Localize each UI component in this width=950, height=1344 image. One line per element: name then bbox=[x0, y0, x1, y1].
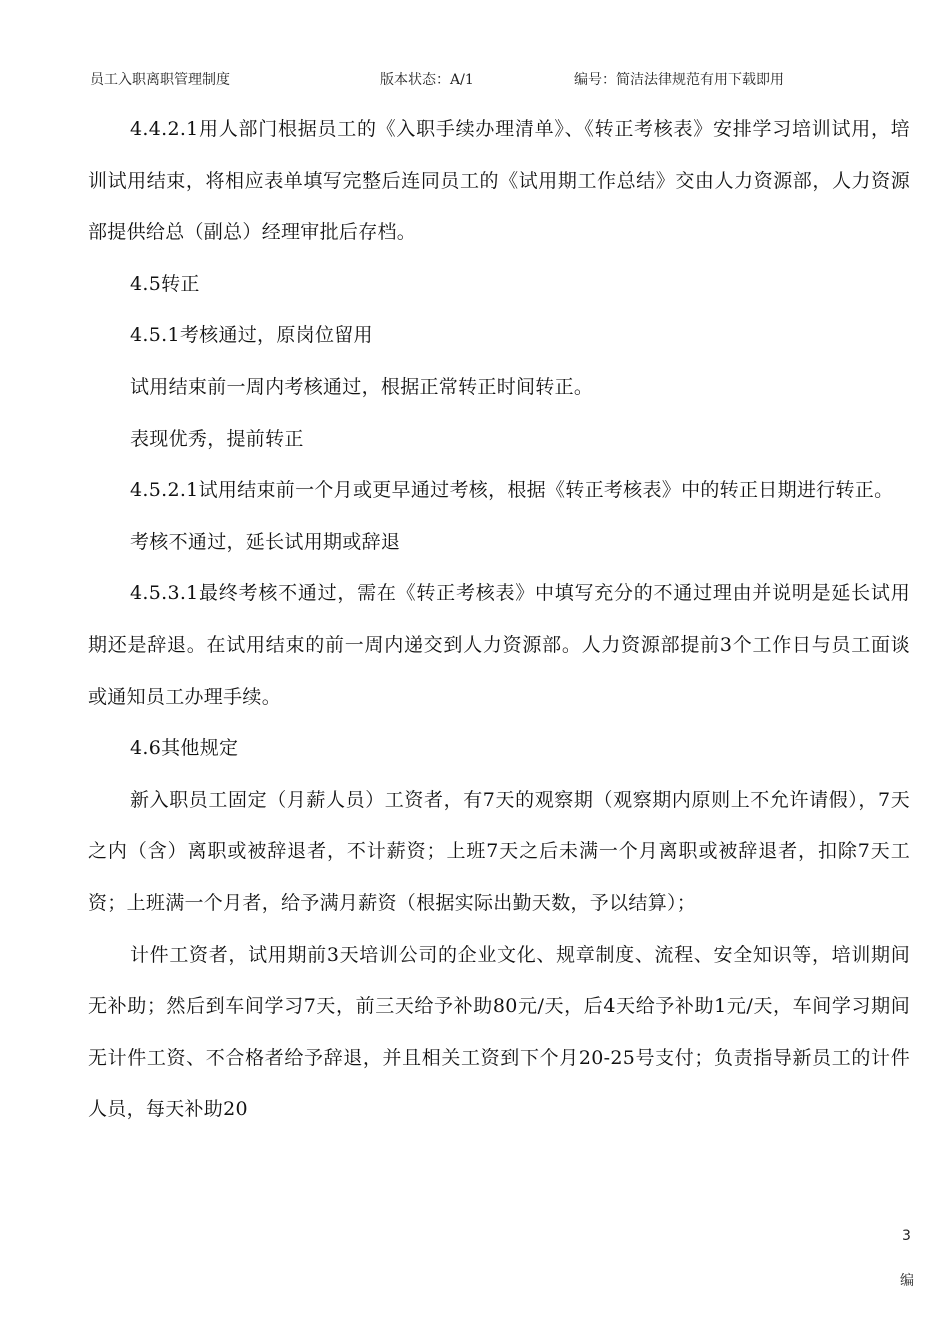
paragraph-piece-rate: 计件工资者，试用期前3天培训公司的企业文化、规章制度、流程、安全知识等，培训期间无补助；然后到车间学习7天，前三天给予补助80元/天，后4天给予补助1元/天，车间学习期间无计件工资、不合格者给予辞退，并且相关工资到下个月20-25号支付；负责指导新员工的计件人员，每天补助20 bbox=[88, 943, 910, 1121]
section-heading-4-5: 4.5转正 bbox=[130, 272, 200, 295]
document-code: 编号：简洁法律规范有用下载即用 bbox=[574, 72, 784, 88]
version-status: 版本状态：A/1 bbox=[380, 72, 474, 88]
document-body bbox=[88, 104, 910, 1136]
section-heading-4-6: 4.6其他规定 bbox=[130, 737, 239, 760]
subheading-early-regularization: 表现优秀，提前转正 bbox=[130, 427, 304, 450]
document-title: 员工入职离职管理制度 bbox=[90, 72, 230, 88]
paragraph-monthly-salary: 新入职员工固定（月薪人员）工资者，有7天的观察期（观察期内原则上不允许请假），7天之内（含）离职或被辞退者，不计薪资；上班7天之后未满一个月离职或被辞退者，扣除7天工资；上班满一个月者，给予满月薪资（根据实际出勤天数，予以结算）； bbox=[88, 788, 910, 914]
page-number: 3 bbox=[902, 1228, 911, 1244]
paragraph-4-5-3-1: 4.5.3.1最终考核不通过，需在《转正考核表》中填写充分的不通过理由并说明是延长试用期还是辞退。在试用结束的前一周内递交到人力资源部。人力资源部提前3个工作日与员工面谈或通知员工办理手续。 bbox=[88, 582, 910, 708]
paragraph-4-4-2-1: 4.4.2.1用人部门根据员工的《入职手续办理清单》、《转正考核表》安排学习培训试用，培训试用结束，将相应表单填写完整后连同员工的《试用期工作总结》交由人力资源部，人力资源部提供给总（副总）经理审批后存档。 bbox=[88, 118, 910, 244]
footer-fragment: 编 bbox=[900, 1273, 914, 1289]
paragraph-4-5-2-1: 4.5.2.1试用结束前一个月或更早通过考核，根据《转正考核表》中的转正日期进行转正。 bbox=[130, 479, 894, 502]
paragraph-pass-review: 试用结束前一周内考核通过，根据正常转正时间转正。 bbox=[130, 375, 594, 398]
subheading-fail-review: 考核不通过，延长试用期或辞退 bbox=[130, 530, 401, 553]
subsection-heading-4-5-1: 4.5.1考核通过，原岗位留用 bbox=[130, 324, 373, 347]
